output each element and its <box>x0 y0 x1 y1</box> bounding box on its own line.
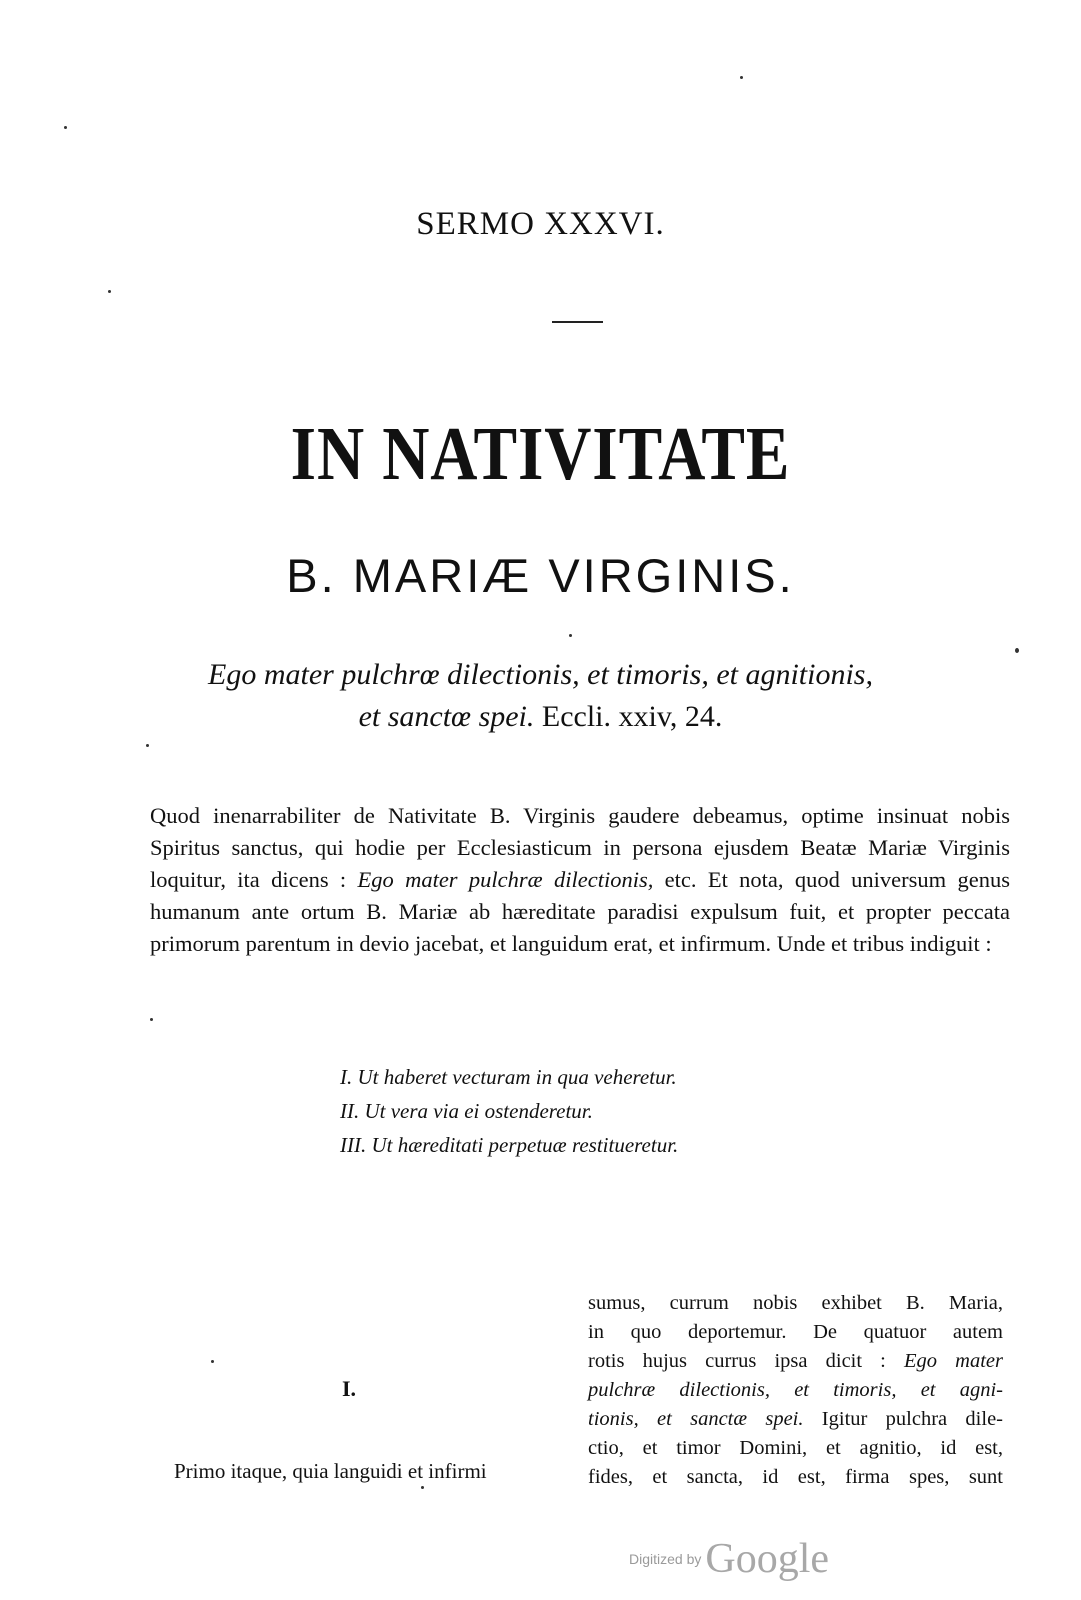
intro-text-1: Quod inenarrabiliter de Nativitate B. Virginis gaudere debeamus, optime insinuat nobis Spiritus sanctus, qui hodie per Ecclesiasticum in persona ejusdem Beatæ Mariæ Virginis loquitur, ita dicens : <box>150 803 1010 892</box>
division-point: III. Ut hæreditati perpetuæ restitueretur. <box>340 1133 679 1157</box>
section-number: I. <box>342 1376 357 1401</box>
scan-speck <box>569 634 572 637</box>
scan-speck <box>64 126 67 129</box>
left-column-text: Primo itaque, quia languidi et infirmi <box>174 1459 487 1483</box>
digitized-watermark <box>629 1535 829 1583</box>
scan-speck <box>421 1486 424 1489</box>
page-title: IN NATIVITATE <box>290 412 791 496</box>
column-line: in quo deportemur. De quatuor autem <box>588 1321 1003 1343</box>
scan-speck <box>740 76 743 79</box>
column-line <box>588 1347 1003 1376</box>
epigraph <box>0 654 1081 738</box>
division-point: II. Ut vera via ei ostenderetur. <box>340 1099 593 1123</box>
division-point: I. Ut haberet vecturam in qua veheretur. <box>340 1065 677 1089</box>
digitized-by-text: Digitized by <box>629 1551 702 1567</box>
column-line <box>588 1405 1003 1434</box>
epigraph-line-2 <box>0 696 1081 738</box>
intro-text-2: etc. Et nota, quod universum genus humanum ante ortum B. Mariæ ab hæreditate paradisi expulsum fuit, et propter peccata primorum parentum in devio jacebat, et languidum erat, et infirmum. Unde et tribus indiguit : <box>150 867 1010 956</box>
column-line-quote: Ego mater <box>904 1350 1003 1372</box>
scan-speck <box>150 1018 153 1021</box>
epigraph-quote-2: et sanctœ spei. <box>358 700 535 733</box>
scan-speck <box>108 290 111 293</box>
epigraph-reference: Eccli. xxiv, 24. <box>534 700 723 733</box>
column-line: fides, et sancta, id est, firma spes, sunt <box>588 1466 1003 1488</box>
scan-speck <box>211 1360 214 1363</box>
intro-quote: Ego mater pulchræ dilectionis, <box>357 867 654 892</box>
google-logo: Google <box>705 1536 830 1582</box>
column-line-text: Igitur pulchra dile- <box>803 1408 1003 1430</box>
title-divider <box>552 321 603 323</box>
division-points <box>340 1060 940 1162</box>
right-column-text <box>588 1289 1003 1492</box>
column-line <box>588 1376 1003 1405</box>
epigraph-line-1 <box>0 654 1081 696</box>
column-line: ctio, et timor Domini, et agnitio, id est, <box>588 1437 1003 1459</box>
sermon-number: SERMO XXXVI. <box>416 206 665 242</box>
page-subtitle: B. MARIÆ VIRGINIS. <box>286 549 795 602</box>
column-line: sumus, currum nobis exhibet B. Maria, <box>588 1292 1003 1314</box>
scan-speck <box>1015 648 1019 653</box>
intro-paragraph <box>150 800 1010 960</box>
column-line-quote: tionis, et sanctæ spei. <box>588 1408 804 1430</box>
scan-speck <box>146 744 149 747</box>
column-line-quote: pulchræ dilectionis, et timoris, et agni- <box>588 1379 1003 1401</box>
column-line-text: rotis hujus currus ipsa dicit : <box>588 1350 905 1372</box>
epigraph-quote-1: Ego mater pulchrœ dilectionis, et timoris, et agnitionis, <box>208 658 873 691</box>
